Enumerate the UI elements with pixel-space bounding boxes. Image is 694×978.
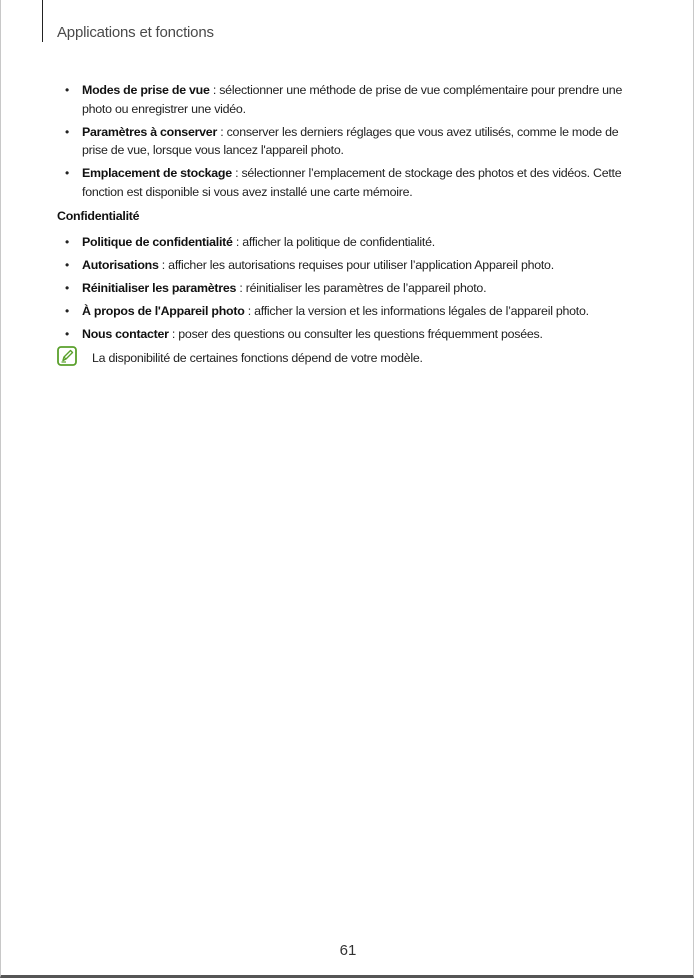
item-description: : conserver les derniers réglages que vous avez utilisés, comme le mode de prise de vue, lorsque vous lancez l'appareil photo. [82, 124, 619, 157]
item-term: Réinitialiser les paramètres [82, 280, 237, 295]
bullet-icon: • [65, 326, 69, 341]
list-item [57, 279, 647, 298]
bullet-icon: • [65, 303, 69, 318]
item-term: Politique de confidentialité [82, 234, 233, 249]
list-item [57, 325, 647, 344]
header-rule [42, 0, 43, 42]
privacy-list [57, 233, 647, 344]
bullet-icon: • [65, 166, 69, 180]
page-header-title: Applications et fonctions [57, 24, 214, 41]
list-item [57, 164, 647, 201]
bullet-icon: • [65, 124, 69, 139]
section-heading-privacy: Confidentialité [57, 209, 140, 223]
note-pencil-icon [57, 346, 77, 366]
list-item [57, 81, 647, 118]
list-item [57, 302, 647, 321]
item-term: Autorisations [82, 257, 159, 272]
settings-list [57, 81, 647, 201]
list-item [57, 233, 647, 252]
note-text: La disponibilité de certaines fonctions dépend de votre modèle. [92, 350, 423, 365]
item-term: À propos de l'Appareil photo [82, 303, 245, 318]
item-description: : sélectionner une méthode de prise de vue complémentaire pour prendre une photo ou enregistrer une vidéo. [82, 83, 623, 116]
list-item [57, 123, 647, 160]
item-term: Modes de prise de vue [82, 83, 210, 97]
bullet-icon: • [65, 280, 69, 295]
item-description: : afficher les autorisations requises pour utiliser l’application Appareil photo. [158, 257, 554, 272]
note-box [57, 348, 647, 370]
item-term: Emplacement de stockage [82, 166, 232, 180]
bullet-icon: • [65, 257, 69, 272]
item-term: Nous contacter [82, 326, 169, 341]
item-description: : afficher la politique de confidentialité. [232, 234, 435, 249]
bullet-icon: • [65, 83, 69, 97]
item-description: : sélectionner l’emplacement de stockage des photos et des vidéos. Cette fonction est disponible si vous avez installé une carte mémoire. [82, 166, 622, 199]
page-number: 61 [339, 942, 357, 959]
list-item [57, 256, 647, 275]
item-description: : réinitialiser les paramètres de l’appareil photo. [236, 280, 487, 295]
item-description: : poser des questions ou consulter les questions fréquemment posées. [168, 326, 543, 341]
bullet-icon: • [65, 234, 69, 249]
page-content [57, 81, 647, 370]
item-term: Paramètres à conserver [82, 124, 218, 139]
item-description: : afficher la version et les informations légales de l’appareil photo. [244, 303, 589, 318]
